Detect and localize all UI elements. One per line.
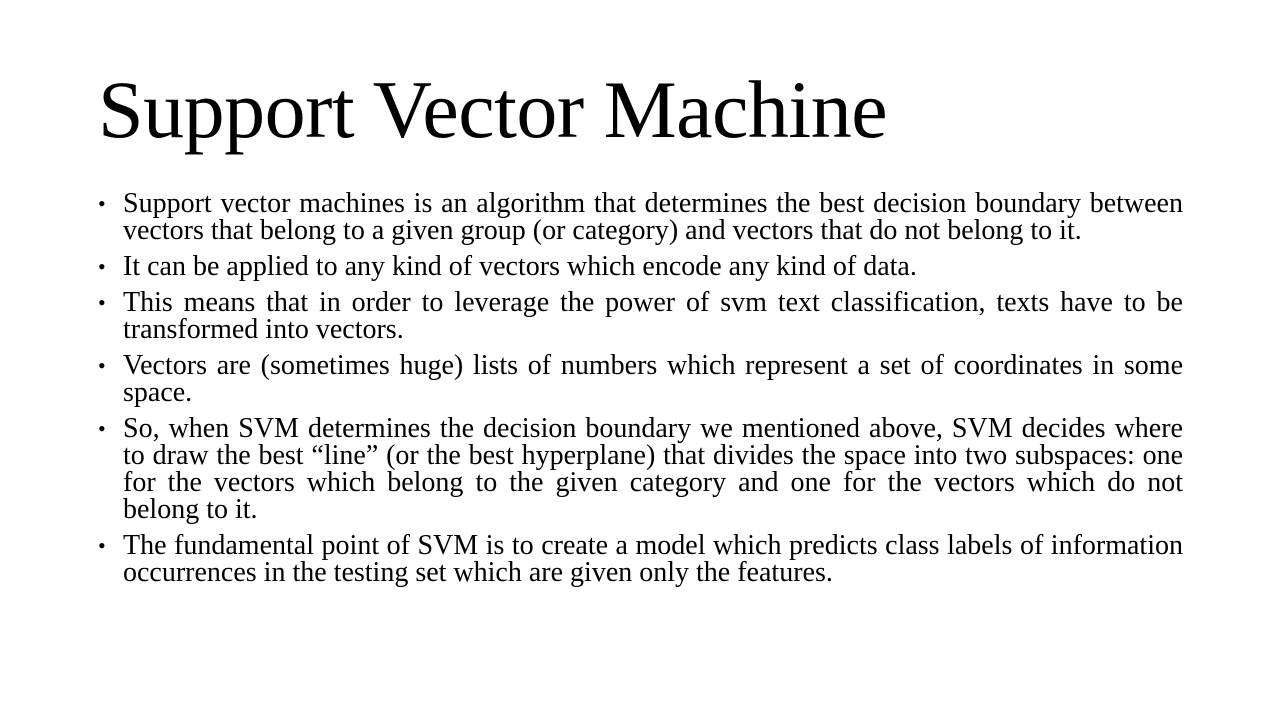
bullet-text: So, when SVM determines the decision boundary we mentioned above, SVM decides where to draw the best “line” (or the best hyperplane) that divides the space into two subspaces: one for the vectors which belong to the given category and one for the vectors which do not belong to it. [123, 413, 1183, 525]
bullet-dot-icon: • [98, 416, 106, 441]
bullet-text: It can be applied to any kind of vectors which encode any kind of data. [123, 251, 917, 282]
bullet-item [98, 352, 1183, 406]
bullet-dot-icon: • [98, 191, 106, 216]
slide-title: Support Vector Machine [98, 64, 888, 155]
bullet-dot-icon: • [98, 290, 106, 315]
bullet-item [98, 532, 1183, 586]
bullet-dot-icon: • [98, 533, 106, 558]
bullet-list [98, 190, 1183, 595]
bullet-item [98, 289, 1183, 343]
bullet-text: This means that in order to leverage the power of svm text classification, texts have to be transformed into vectors. [123, 287, 1183, 345]
bullet-item [98, 253, 1183, 280]
bullet-text: Vectors are (sometimes huge) lists of numbers which represent a set of coordinates in some space. [123, 350, 1183, 408]
bullet-dot-icon: • [98, 254, 106, 279]
bullet-dot-icon: • [98, 353, 106, 378]
bullet-item [98, 190, 1183, 244]
bullet-item [98, 415, 1183, 523]
bullet-text: The fundamental point of SVM is to create a model which predicts class labels of information occurrences in the testing set which are given only the features. [123, 530, 1183, 588]
bullet-text: Support vector machines is an algorithm that determines the best decision boundary between vectors that belong to a given group (or category) and vectors that do not belong to it. [123, 188, 1183, 246]
